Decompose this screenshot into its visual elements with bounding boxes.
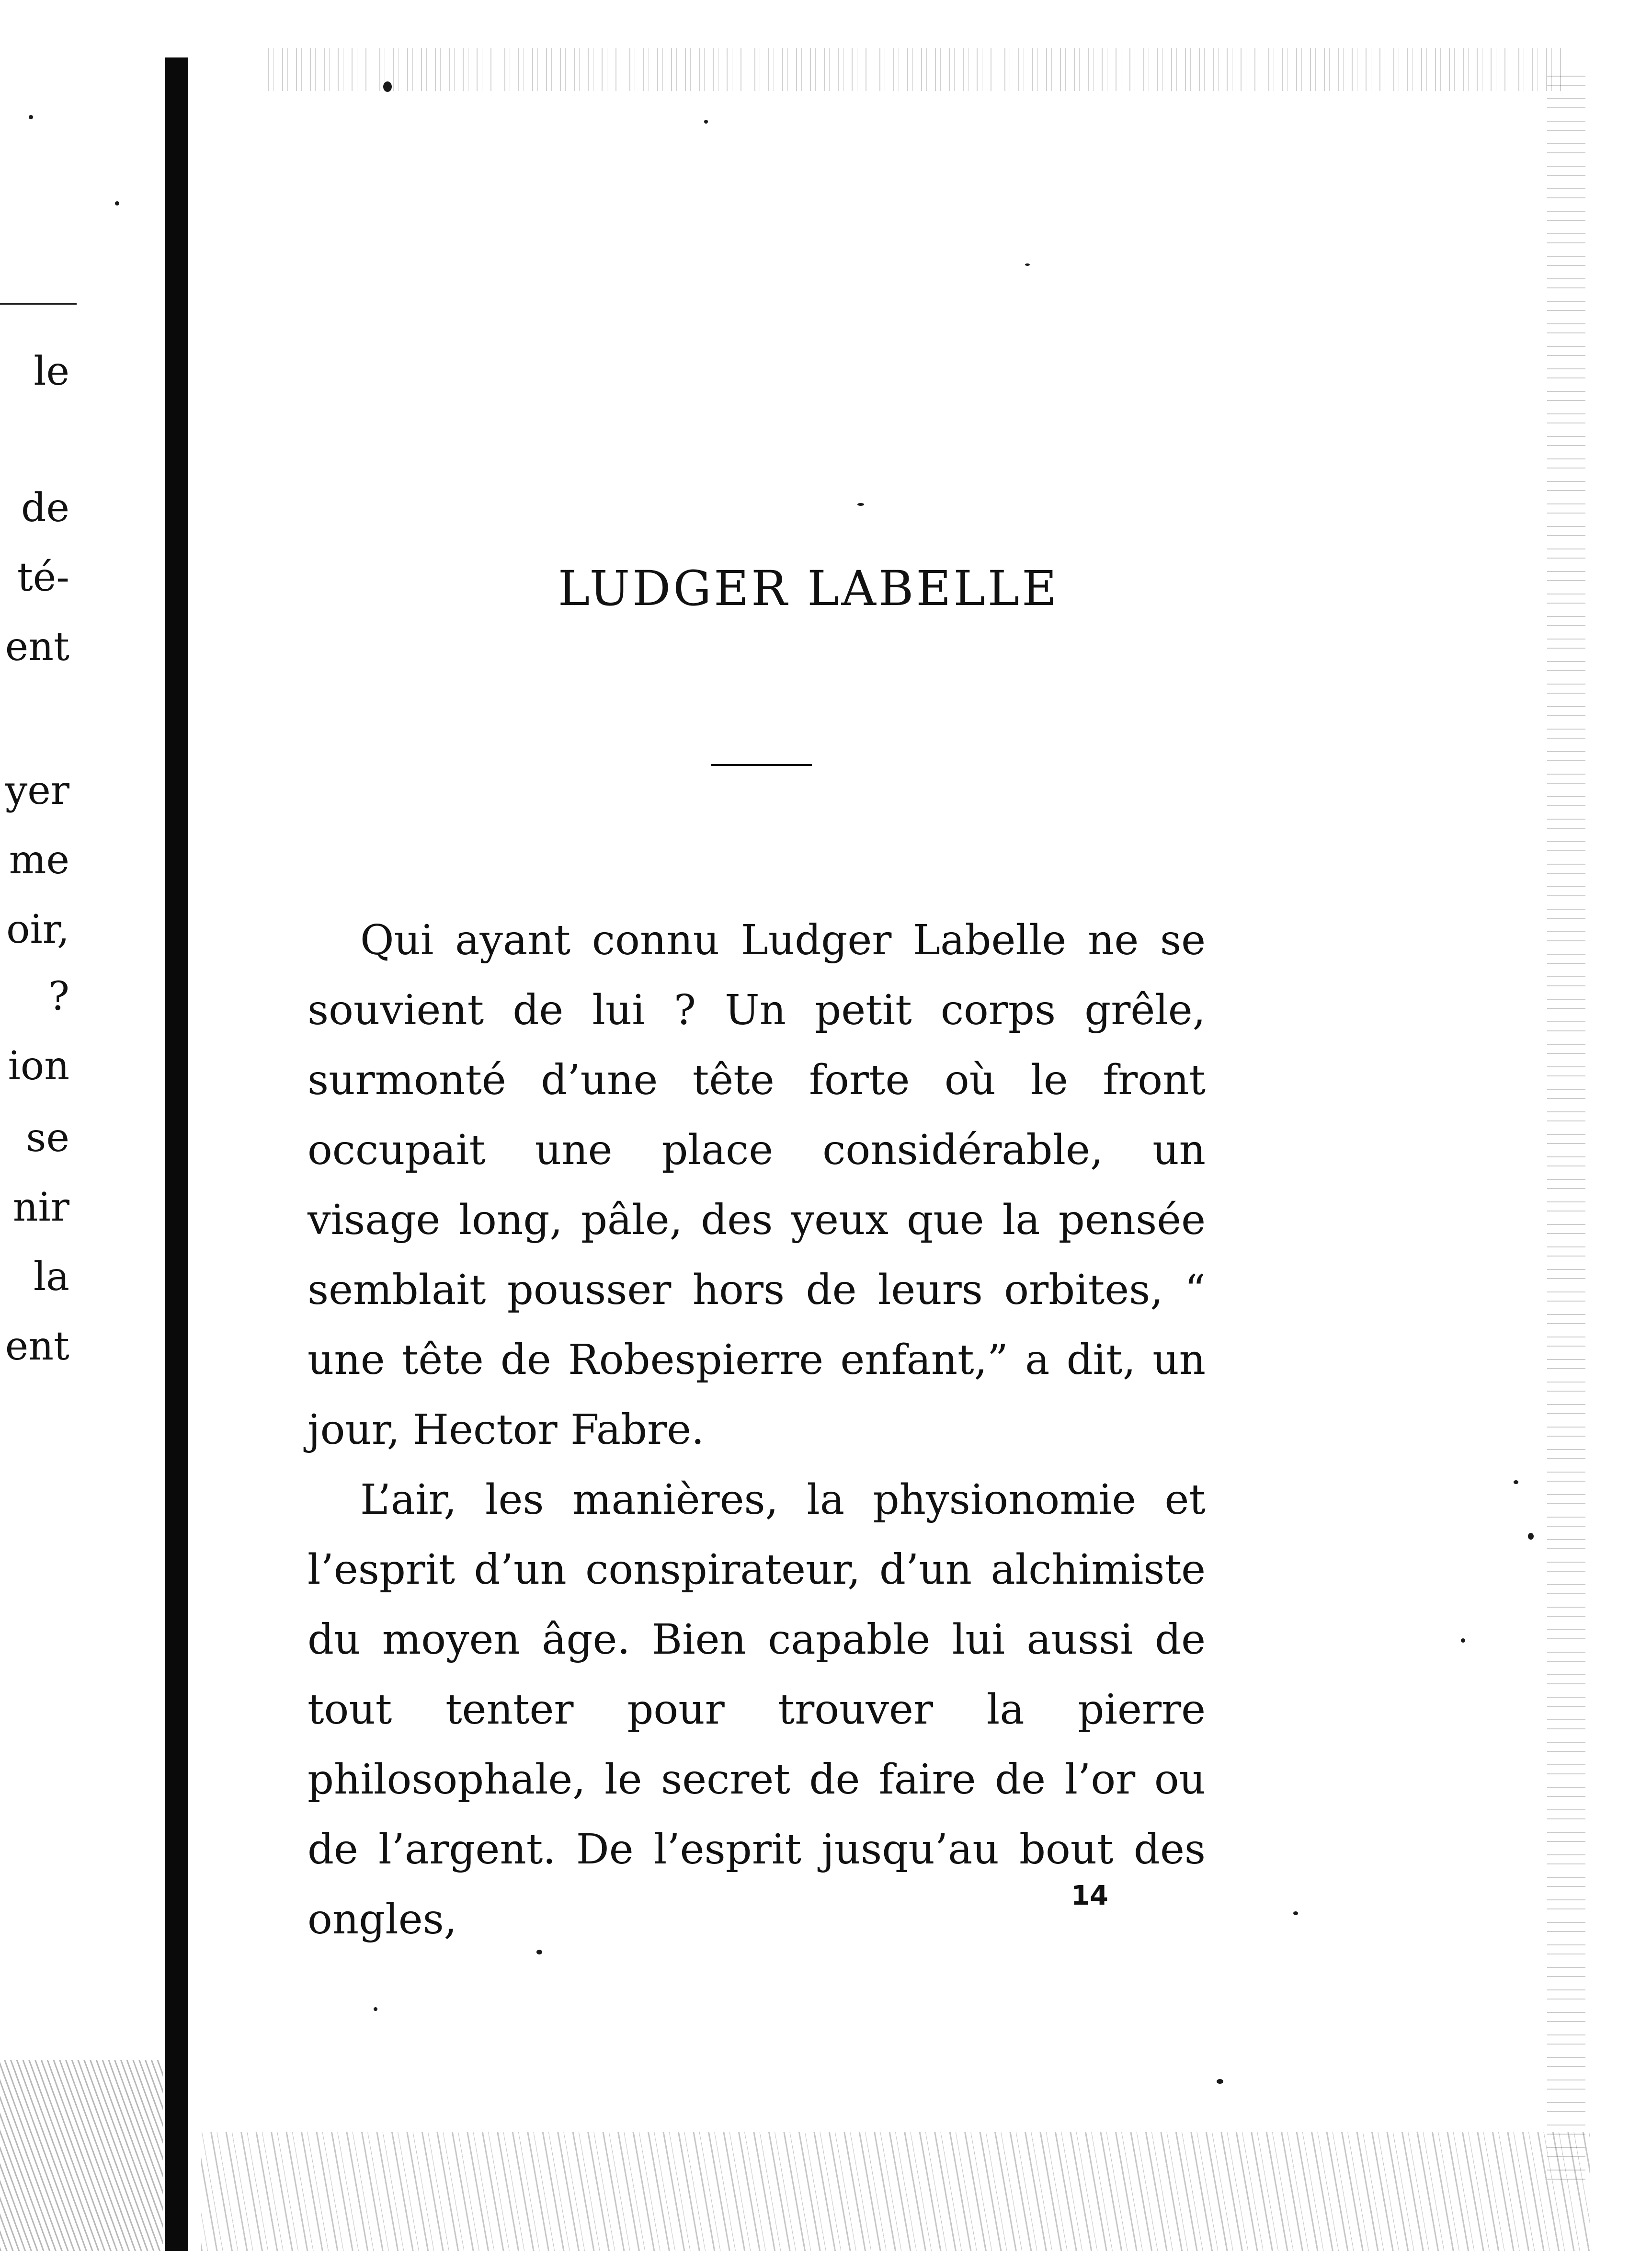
facing-page-fragment: me (9, 837, 69, 883)
page-number: 14 (1071, 1880, 1108, 1911)
scan-speck (1293, 1911, 1298, 1915)
scan-speck (704, 120, 708, 124)
scan-speck (29, 115, 33, 119)
facing-page-fragment: le (34, 349, 69, 394)
scan-speck (1528, 1533, 1534, 1540)
scan-speck (1461, 1638, 1465, 1643)
facing-page-fragment: nir (12, 1185, 69, 1230)
paragraph: Qui ayant connu Ludger Labelle ne se souvient de lui ? Un petit corps grêle, surmonté d’une tête forte où le front occupait une place considérable, un visage long, pâle, des yeux que la pensée semblait pousser hors de leurs orbites, “ une tête de Robespierre enfant,” a dit, un jour, Hector Fabre. (308, 916, 1206, 1454)
binding-gutter (165, 57, 188, 2251)
facing-page-fragment: se (26, 1115, 69, 1161)
scan-speck (115, 201, 119, 206)
facing-page-fragment: ion (8, 1043, 69, 1089)
body-text (308, 905, 1206, 1954)
facing-page-edge (0, 0, 163, 2251)
main-page (287, 0, 1533, 2251)
scan-noise-right (1547, 72, 1585, 2180)
scan-speck (374, 2007, 377, 2011)
scan-speck (857, 503, 864, 506)
scan-speck (1514, 1480, 1518, 1484)
facing-page-fragment: de (21, 485, 69, 531)
facing-page-rule (0, 303, 77, 305)
title-rule (711, 764, 812, 766)
scan-speck (1025, 263, 1030, 266)
chapter-title: LUDGER LABELLE (558, 560, 1060, 617)
facing-page-fragment: oir, (6, 907, 69, 952)
facing-page-fragment: la (33, 1254, 69, 1300)
facing-page-fragment: ? (48, 974, 69, 1019)
facing-page-fragment: ent (5, 1324, 69, 1369)
facing-page-fragment: té- (17, 555, 69, 600)
facing-page-fragment: ent (5, 624, 69, 670)
paragraph: L’air, les manières, la physionomie et l’esprit d’un conspirateur, d’un alchimiste du moyen âge. Bien capable lui aussi de tout tenter pour trouver la pierre philosophale, le secret de faire de l’or ou de l’argent. De l’esprit jusqu’au bout des ongles, (308, 1476, 1206, 1943)
scan-speck (536, 1950, 542, 1954)
facing-page-fragment: yer (5, 768, 69, 813)
scan-speck (383, 81, 392, 92)
scan-speck (1217, 2079, 1223, 2084)
